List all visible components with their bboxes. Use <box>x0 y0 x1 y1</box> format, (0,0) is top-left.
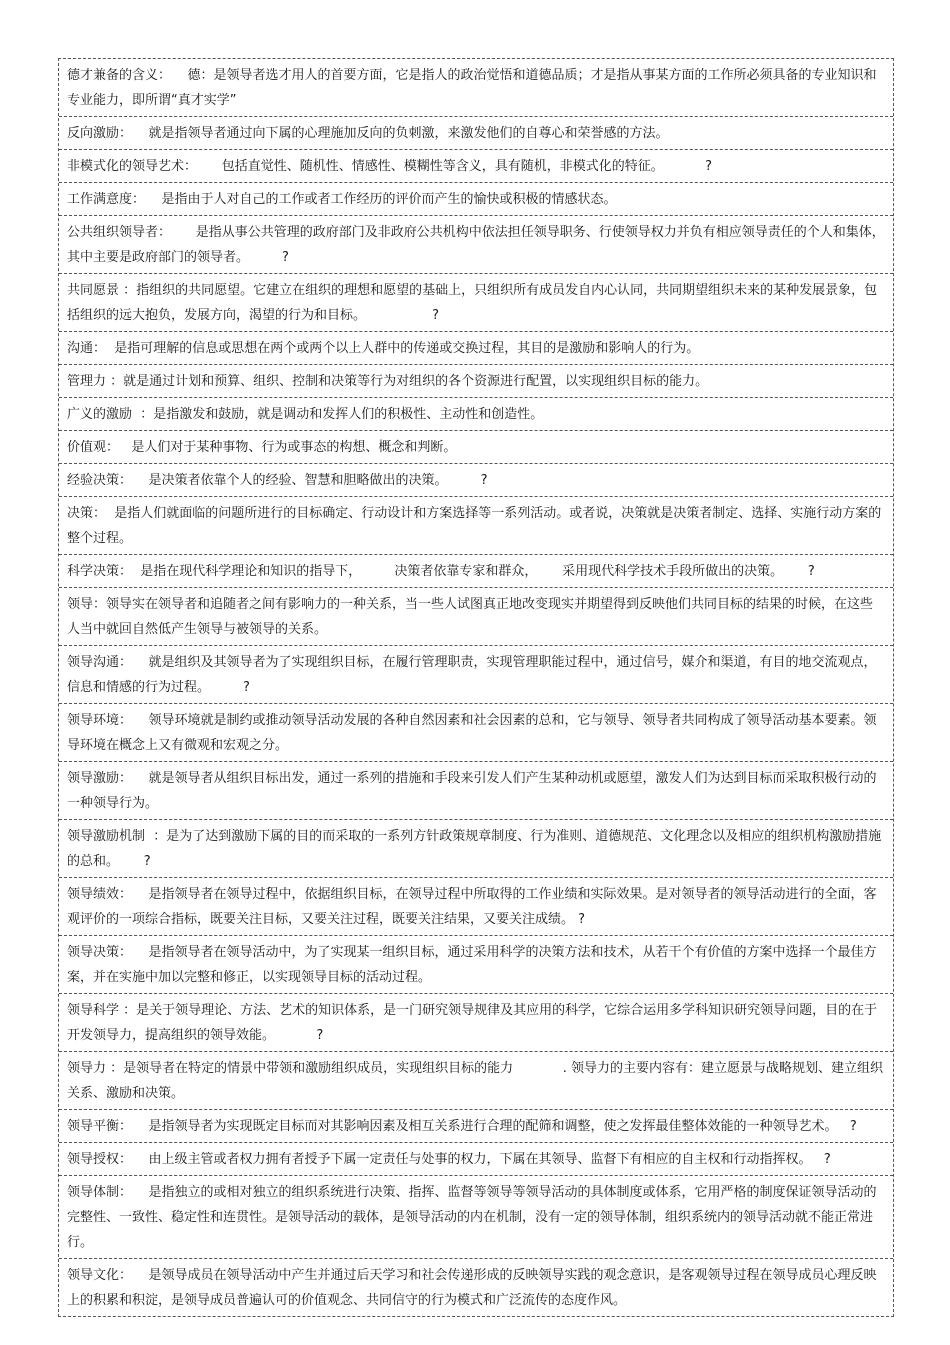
term-row-fan-xiang-ji-li: 反向激励： 就是指领导者通过向下属的心理施加反向的负刺激，来激发他们的自尊心和荣誉感的方法。 <box>59 117 893 150</box>
term-row-jue-ce: 决策： 是指人们就面临的问题所进行的目标确定、行动设计和方案选择等一系列活动。或者说，决策就是决策者制定、选择、实施行动方案的整个过程。 <box>59 497 893 555</box>
term-row-guan-li-li: 管理力 ：就是通过计划和预算、组织、控制和决策等行为对组织的各个资源进行配置，以实现组织目标的能力。 <box>59 365 893 398</box>
term-row-ling-dao-ping-heng: 领导平衡： 是指领导者为实现既定目标而对其影响因素及相互关系进行合理的配筛和调整，使之发挥最佳整体效能的一种领导艺术。 ? <box>59 1110 893 1143</box>
term-row-ling-dao-li: 领导力 ：是领导者在特定的情景中带领和激励组织成员，实现组织目标的能力 . 领导力的主要内容有：建立愿景与战略规划、建立组织关系、激励和决策。 <box>59 1052 893 1110</box>
term-row-ling-dao: 领导：领导实在领导者和追随者之间有影响力的一种关系，当一些人试图真正地改变现实并期望得到反映他们共同目标的结果的时候，在这些人当中就回自然低产生领导与被领导的关系。 <box>59 588 893 646</box>
term-row-ling-dao-wen-hua: 领导文化： 是领导成员在领导活动中产生并通过后天学习和社会传递形成的反映领导实践的观念意识，是客观领导过程在领导成员心理反映上的积累和积淀，是领导成员普遍认可的价值观念、共同信守的行为模式和广泛流传的态度作风。 <box>67 1268 877 1308</box>
term-row-ling-dao-shou-quan: 领导授权： 由上级主管或者权力拥有者授予下属一定责任与处事的权力，下属在其领导、监督下有相应的自主权和行动指挥权。 ? <box>59 1143 893 1176</box>
term-row-ling-dao-ti-zhi: 领导体制： 是指独立的或相对独立的组织系统进行决策、指挥、监督等领导等领导活动的具体制度或体系，它用严格的制度保证领导活动的完整性、一致性、稳定性和连贯性。是领导活动的载体，是领导活动的内在机制，没有一定的领导体制，组织系统内的领导活动就不能正常进行。 <box>59 1176 893 1259</box>
term-row-jing-yan-jue-ce: 经验决策： 是决策者依靠个人的经验、智慧和胆略做出的决策。 ? <box>59 464 893 497</box>
term-row-ling-dao-ji-li: 领导激励： 就是领导者从组织目标出发，通过一系列的措施和手段来引发人们产生某种动机或愿望，激发人们为达到目标而采取积极行动的一种领导行为。 <box>59 762 893 820</box>
term-row-de-cai-jian-bei: 德才兼备的含义： 德：是领导者选才用人的首要方面，它是指人的政治觉悟和道德品质；才是指从事某方面的工作所必须具备的专业知识和专业能力，即所谓“真才实学” <box>59 59 893 117</box>
term-row-gong-tong-yuan-jing: 共同愿景 ：指组织的共同愿望。它建立在组织的理想和愿望的基础上，只组织所有成员发自内心认同，共同期望组织未来的某种发展景象，包括组织的远大抱负，发展方向，渴望的行为和目标。 ? <box>59 274 893 332</box>
glossary-table <box>58 58 894 1317</box>
term-row-gong-gong-zu-zhi-ling-dao-zhe: 公共组织领导者： 是指从事公共管理的政府部门及非政府公共机构中依法担任领导职务、行使领导权力并负有相应领导责任的个人和集体，其中主要是政府部门的领导者。 ? <box>59 216 893 274</box>
term-row-ling-dao-ji-xiao: 领导绩效： 是指领导者在领导过程中，依据组织目标，在领导过程中所取得的工作业绩和实际效果。是对领导者的领导活动进行的全面，客观评价的一项综合指标，既要关注目标，又要关注过程，既要关注结果，又要关注成绩。 ? <box>59 878 893 936</box>
term-row-jia-zhi-guan: 价值观： 是人们对于某种事物、行为或事态的构想、概念和判断。 <box>59 431 893 464</box>
term-row-ling-dao-ji-li-ji-zhi: 领导激励机制 ：是为了达到激励下属的目的而采取的一系列方针政策规章制度、行为准则、道德规范、文化理念以及相应的组织机构激励措施的总和。 ? <box>59 820 893 878</box>
term-row-gou-tong: 沟通： 是指可理解的信息或思想在两个或两个以上人群中的传递或交换过程，其目的是激励和影响人的行为。 <box>59 332 893 365</box>
term-row-ling-dao-gou-tong: 领导沟通： 就是组织及其领导者为了实现组织目标，在履行管理职责，实现管理职能过程中，通过信号，媒介和渠道，有目的地交流观点，信息和情感的行为过程。 ? <box>59 646 893 704</box>
term-row-gong-zuo-man-yi-du: 工作满意度： 是指由于人对自己的工作或者工作经历的评价而产生的愉快或积极的情感状态。 <box>59 183 893 216</box>
term-row-guang-yi-de-ji-li: 广义的激励 ：是指激发和鼓励，就是调动和发挥人们的积极性、主动性和创造性。 <box>59 398 893 431</box>
term-row-ling-dao-huan-jing: 领导环境： 领导环境就是制约或推动领导活动发展的各种自然因素和社会因素的总和，它与领导、领导者共同构成了领导活动基本要素。领导环境在概念上又有微观和宏观之分。 <box>59 704 893 762</box>
term-row-ke-xue-jue-ce: 科学决策： 是指在现代科学理论和知识的指导下， 决策者依靠专家和群众， 采用现代科学技术手段所做出的决策。 ? <box>59 555 893 588</box>
term-row-ling-dao-ke-xue: 领导科学 ：是关于领导理论、方法、艺术的知识体系，是一门研究领导规律及其应用的科学，它综合运用多学科知识研究领导问题，目的在于开发领导力，提高组织的领导效能。 ? <box>59 994 893 1052</box>
term-row-fei-mo-shi-hua: 非模式化的领导艺术： 包括直觉性、随机性、情感性、模糊性等含义，具有随机，非模式化的特征。 ? <box>59 150 893 183</box>
term-row-ling-dao-jue-ce: 领导决策： 是指领导者在领导活动中，为了实现某一组织目标，通过采用科学的决策方法和技术，从若干个有价值的方案中选择一个最佳方案，并在实施中加以完整和修正，以实现领导目标的活动过程。 <box>59 936 893 994</box>
